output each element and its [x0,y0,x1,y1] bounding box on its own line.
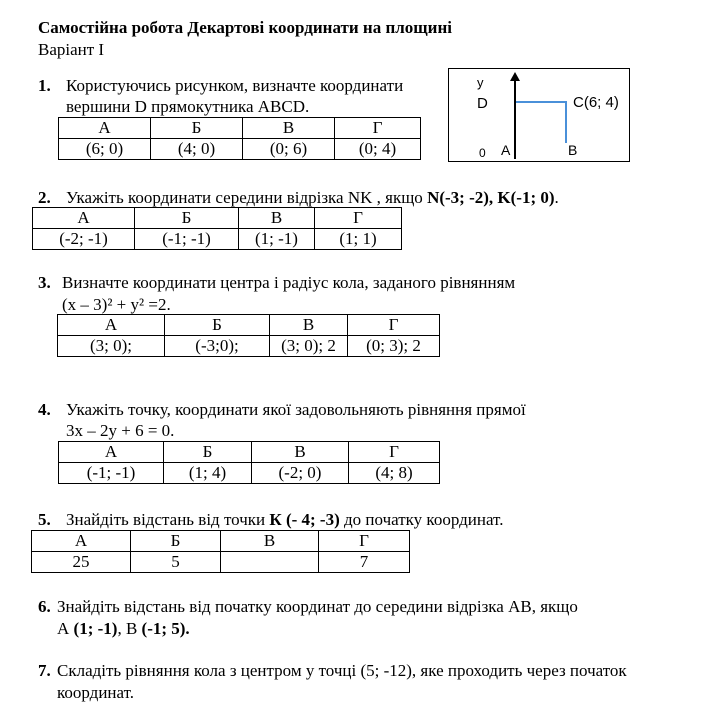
task-7-text-2: координат. [57,683,135,702]
answer-letter: В [243,118,335,139]
task-6-text: Знайдіть відстань від початку координат до середини відрізка АВ, якщо [57,597,578,616]
task-4-equation: 3x – 2y + 6 = 0. [66,421,175,440]
task-3-text: Визначте координати центра і радіус кола, заданого рівнянням [62,273,516,292]
answer-letter: Г [349,442,440,463]
y-axis-arrow [510,72,520,81]
answer-value: (0; 3); 2 [348,336,440,357]
rectangle-side [516,102,566,143]
answer-value: 5 [131,552,221,573]
rectangle-figure [448,68,630,162]
task-1-text: Користуючись рисунком, визначте координати [66,76,404,95]
task-2-number: 2. [38,188,51,207]
answer-letter: А [58,315,165,336]
answer-letter: В [221,531,319,552]
answer-letter: В [270,315,348,336]
point-a-label: A [501,142,511,158]
task-6-text-a: А [57,619,74,638]
variant-label: Варіант І [38,40,105,59]
answer-letter: Г [315,208,402,229]
answer-value: (-3;0); [165,336,270,357]
task-4-text: Укажіть точку, координати якої задовольняють рівняння прямої [66,400,526,419]
task-2-text-a: Укажіть координати середини відрізка NK , якщо [66,188,428,207]
task-5-answers [31,530,410,573]
answer-letter: В [252,442,349,463]
point-b-label: B [568,142,578,158]
page-title: Самостійна робота Декартові координати на площині [38,18,452,37]
task-1-answers [58,117,421,160]
task-2-text-c: . [554,188,559,207]
task-6-number: 6. [38,597,51,616]
origin-label: 0 [479,146,486,160]
task-2-text [66,188,559,207]
answer-value: (4; 8) [349,463,440,484]
answer-value: (3; 0); 2 [270,336,348,357]
answer-value: (-1; -1) [59,463,164,484]
task-7-number: 7. [38,661,51,680]
task-3-number: 3. [38,273,51,292]
answer-letter: Г [348,315,440,336]
point-c-label: C(6; 4) [573,94,619,111]
task-5-number: 5. [38,510,51,529]
answer-letter: А [33,208,135,229]
answer-letter: Г [319,531,410,552]
task-4-answers [58,441,440,484]
task-5-text-a: Знайдіть відстань від точки [66,510,270,529]
answer-letter: Б [131,531,221,552]
answer-value: (4; 0) [151,139,243,160]
answer-value: 25 [32,552,131,573]
answer-letter: Б [165,315,270,336]
answer-value: (3; 0); [58,336,165,357]
answer-value: 7 [319,552,410,573]
task-6-points [57,619,190,638]
task-5-point: К (- 4; -3) [269,510,340,529]
answer-value: (0; 4) [335,139,421,160]
answer-value: (0; 6) [243,139,335,160]
answer-letter: А [59,442,164,463]
point-d-label: D [477,95,488,112]
task-6-point-a: (1; -1) [73,619,118,638]
answer-letter: А [32,531,131,552]
task-2-answers [32,207,402,250]
answer-value: (1; -1) [239,229,315,250]
answer-letter: Б [151,118,243,139]
task-4-number: 4. [38,400,51,419]
answer-letter: В [239,208,315,229]
task-5-text [66,510,503,529]
task-2-points: N(-3; -2), K(-1; 0) [427,188,555,207]
answer-letter: Б [164,442,252,463]
answer-value: (-2; -1) [33,229,135,250]
task-6-point-b: (-1; 5). [141,619,190,638]
answer-value: (1; 4) [164,463,252,484]
answer-value: (-2; 0) [252,463,349,484]
task-5-text-c: до початку координат. [339,510,504,529]
task-3-answers [57,314,440,357]
y-axis-label: y [477,75,484,90]
task-1-text-2: вершини D прямокутника ABCD. [66,97,310,116]
answer-letter: А [59,118,151,139]
answer-letter: Г [335,118,421,139]
task-6-text-c: , В [117,619,142,638]
answer-value: (-1; -1) [135,229,239,250]
task-3-equation: (x – 3)² + y² =2. [62,295,171,314]
answer-value [221,552,319,573]
answer-letter: Б [135,208,239,229]
answer-value: (1; 1) [315,229,402,250]
task-1-number: 1. [38,76,51,95]
answer-value: (6; 0) [59,139,151,160]
task-7-text: Складіть рівняння кола з центром у точці (5; -12), яке проходить через початок [57,661,627,680]
